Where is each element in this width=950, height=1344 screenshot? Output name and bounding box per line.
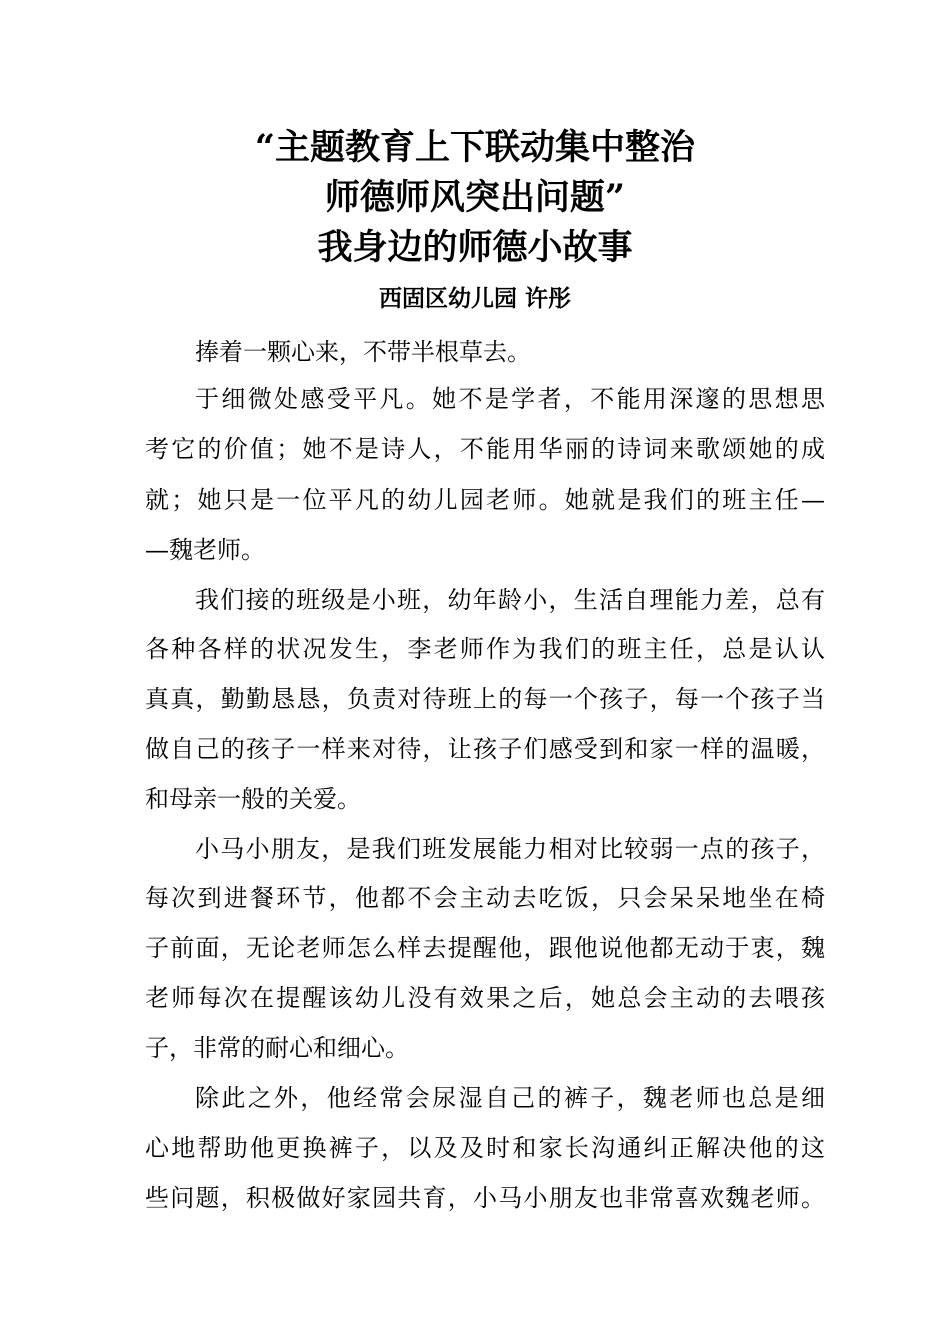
text-line: 就；她只是一位平凡的幼儿园老师。她就是我们的班主任—	[145, 486, 825, 514]
text-line: 心地帮助他更换裤子，以及及时和家长沟通纠正解决他的这	[145, 1134, 825, 1162]
author-line: 西固区幼儿园 许彤	[378, 285, 571, 312]
text-line: 些问题，积极做好家园共育，小马小朋友也非常喜欢魏老师。	[145, 1184, 825, 1212]
text-line: 我们接的班级是小班，幼年龄小，生活自理能力差，总有	[195, 586, 825, 614]
title-line-3: 我身边的师德小故事	[317, 227, 633, 268]
text-line: 小马小朋友，是我们班发展能力相对比较弱一点的孩子，	[195, 835, 825, 863]
text-line: 和母亲一般的关爱。	[145, 785, 361, 813]
text-line: 做自己的孩子一样来对待，让孩子们感受到和家一样的温暖，	[145, 735, 825, 763]
text-line: 每次到进餐环节，他都不会主动去吃饭，只会呆呆地坐在椅	[145, 884, 825, 912]
text-line: 除此之外，他经常会尿湿自己的裤子，魏老师也总是细	[195, 1084, 825, 1112]
text-line: 子前面，无论老师怎么样去提醒他，跟他说他都无动于衷，魏	[145, 934, 825, 962]
text-line: 真真，勤勤恳恳，负责对待班上的每一个孩子，每一个孩子当	[145, 685, 825, 713]
text-line: 捧着一颗心来，不带半根草去。	[195, 338, 531, 366]
text-line: 老师每次在提醒该幼儿没有效果之后，她总会主动的去喂孩	[145, 984, 825, 1012]
title-line-1: “主题教育上下联动集中整治	[254, 127, 696, 168]
text-line: —魏老师。	[145, 536, 265, 564]
text-line: 子，非常的耐心和细心。	[145, 1034, 409, 1062]
title-line-2: 师德师风突出问题”	[324, 177, 626, 218]
text-line: 考它的价值；她不是诗人，不能用华丽的诗词来歌颂她的成	[145, 435, 825, 463]
text-line: 各种各样的状况发生，李老师作为我们的班主任，总是认认	[145, 635, 825, 663]
text-line: 于细微处感受平凡。她不是学者，不能用深邃的思想思	[195, 385, 825, 413]
